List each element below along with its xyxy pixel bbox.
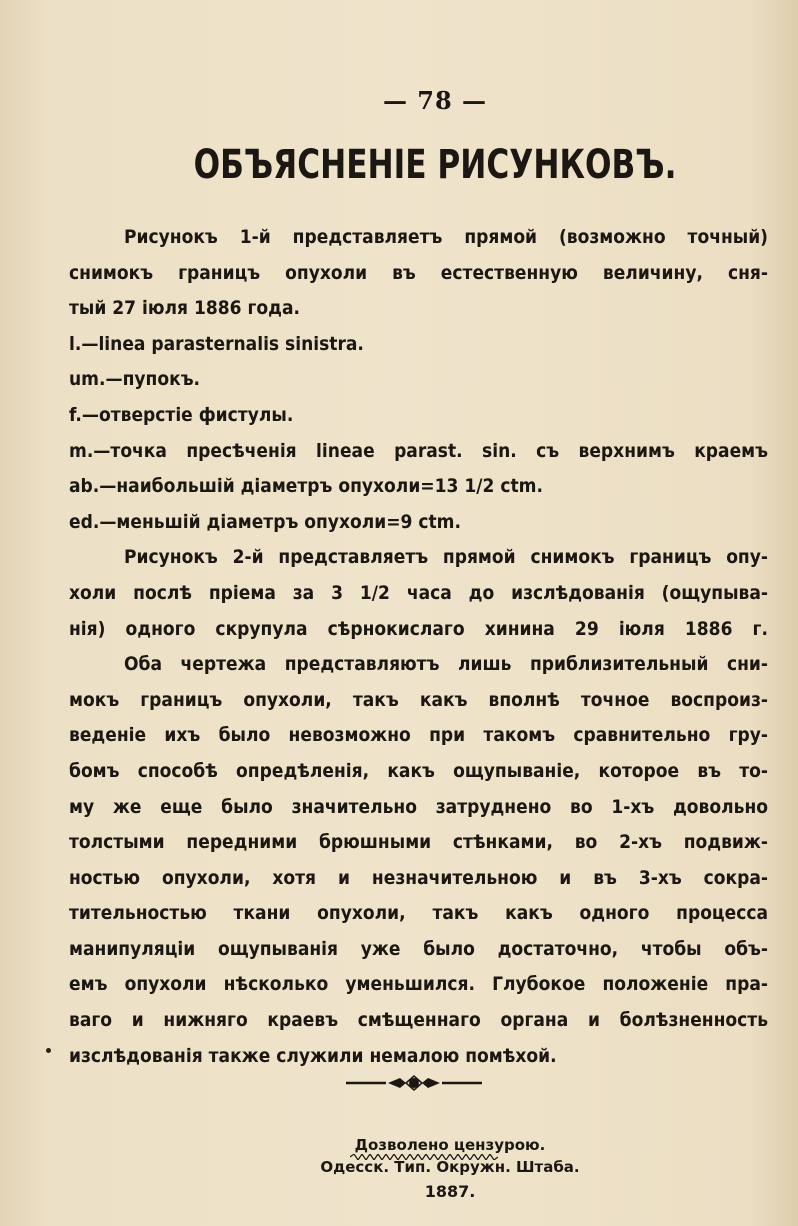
- text-line: ностью опухоли, хотя и незначительною и въ 3-хъ сокра-: [69, 866, 768, 889]
- text-line: толстыми передними брюшными стѣнками, во 2-хъ подвиж-: [69, 831, 768, 854]
- text-line: ваго и нижняго краевъ смѣщеннаго органа и болѣзненность: [69, 1009, 768, 1032]
- text-line: Рисунокъ 1-й представляетъ прямой (возможно точный): [124, 226, 768, 248]
- text-line: нія) одного скрупула сѣрнокислаго хинина 29 іюля 1886 г.: [69, 617, 768, 640]
- text-line: му же еще было значительно затруднено во 1-хъ довольно: [69, 795, 768, 818]
- ink-spot: [46, 1048, 51, 1053]
- text-line: um.—пупокъ.: [69, 368, 201, 391]
- text-line: бомъ способѣ опредѣленія, какъ ощупываніе, которое въ то-: [69, 759, 768, 782]
- page-number: — 78 —: [382, 86, 488, 115]
- text-line: холи послѣ пріема за 3 1/2 часа до изслѣдованія (ощупыва-: [69, 581, 768, 604]
- text-line: емъ опухоли нѣсколько уменьшился. Глубокое положеніе пра-: [69, 973, 768, 996]
- text-line: m.—точка пресѣченія lineae parast. sin. съ верхнимъ краемъ: [69, 439, 768, 462]
- text-line: мокъ границъ опухоли, такъ какъ вполнѣ точное воспроиз-: [69, 688, 768, 711]
- text-line: манипуляціи ощупыванія уже было достаточно, чтобы объ-: [69, 937, 768, 960]
- text-line: веденіе ихъ было невозможно при такомъ сравнительно гру-: [69, 724, 768, 747]
- printer-note: Одесск. Тип. Окружн. Штаба.: [320, 1158, 580, 1176]
- text-line: l.—linea parasternalis sinistra.: [69, 332, 364, 355]
- text-line: тый 27 іюля 1886 года.: [69, 297, 300, 320]
- page-title: ОБЪЯСНЕНІЕ РИСУНКОВЪ.: [193, 142, 677, 188]
- text-line: Рисунокъ 2-й представляетъ прямой снимокъ границъ опу-: [124, 546, 768, 569]
- text-line: ed.—меньшій діаметръ опухоли=9 ctm.: [69, 510, 461, 533]
- body-text: [69, 220, 768, 1074]
- text-line: тительностью ткани опухоли, такъ какъ одного процесса: [69, 902, 768, 925]
- text-line: Оба чертежа представляютъ лишь приблизительный сни-: [124, 653, 768, 676]
- publication-year: 1887.: [424, 1182, 476, 1201]
- ornament-divider: [346, 1074, 482, 1092]
- text-line: ab.—наибольшій діаметръ опухоли=13 1/2 ctm.: [69, 475, 543, 498]
- text-line: f.—отверстіе фистулы.: [69, 403, 294, 426]
- text-line: снимокъ границъ опухоли въ естественную величину, сня-: [69, 261, 768, 284]
- text-line: изслѣдованія также служили немалою помѣхой.: [69, 1044, 557, 1067]
- censor-note: Дозволено цензурою.: [354, 1136, 546, 1154]
